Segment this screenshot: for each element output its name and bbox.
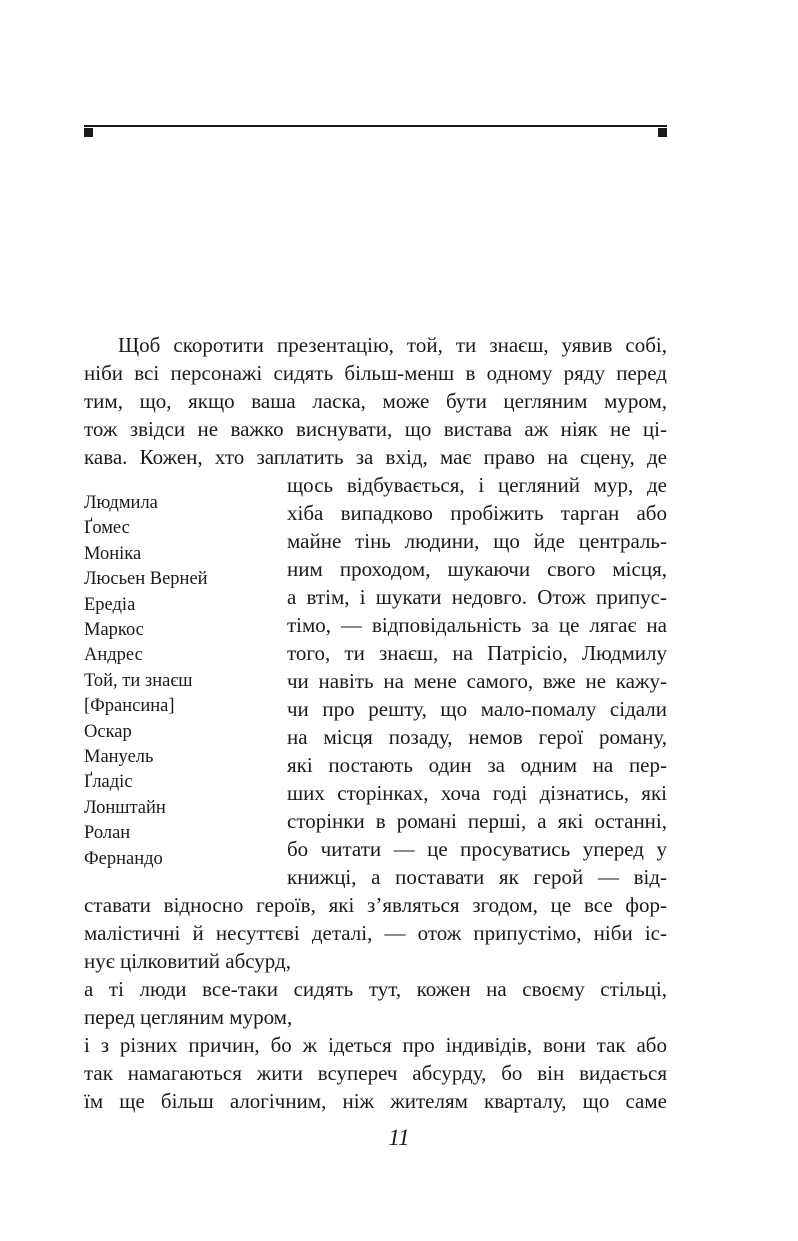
text-line: ставати відносно героїв, які з’являться згодом, це все фор-	[84, 893, 667, 917]
character-name: Лонштайн	[84, 798, 166, 818]
text-line: сторінки в романі перші, а які останні,	[287, 809, 667, 833]
character-name: Фернандо	[84, 849, 163, 869]
text-line: їм ще більш алогічним, ніж жителям кварталу, що саме	[84, 1089, 667, 1113]
text-line: ших сторінках, хоча годі дізнатись, які	[287, 781, 667, 805]
character-name: Андрес	[84, 645, 143, 665]
character-name: Ролан	[84, 823, 131, 843]
text-line: кава. Кожен, хто заплатить за вхід, має право на сцену, де	[84, 445, 667, 469]
character-name: Ґомес	[84, 518, 130, 538]
text-line: так намагаються жити всупереч абсурду, бо він видається	[84, 1061, 667, 1085]
text-line: які постають один за одним на пер-	[287, 753, 667, 777]
text-line: малістичні й несуттєві деталі, — отож припустімо, ніби іс-	[84, 921, 667, 945]
text-line: Щоб скоротити презентацію, той, ти знаєш, уявив собі,	[118, 333, 667, 357]
text-line: бо читати — це просуватись уперед у	[287, 837, 667, 861]
text-line: на місця позаду, немов герої роману,	[287, 725, 667, 749]
text-line: ніби всі персонажі сидять більш-менш в одному ряду перед	[84, 361, 667, 385]
character-name: Люсьен Верней	[84, 569, 208, 589]
text-line: книжці, а поставати як герой — від-	[287, 865, 667, 889]
header-square-right	[658, 128, 667, 137]
character-name: [Франсина]	[84, 696, 175, 716]
header-square-left	[84, 128, 93, 137]
text-line: чи навіть на мене самого, вже не кажу-	[287, 669, 667, 693]
text-line: перед цегляним муром,	[84, 1005, 293, 1029]
text-line: хіба випадково пробіжить тарган або	[287, 501, 667, 525]
text-line: і з різних причин, бо ж ідеться про індивідів, вони так або	[84, 1033, 667, 1057]
text-line: а втім, і шукати недовго. Отож припус-	[287, 585, 667, 609]
character-name: Оскар	[84, 722, 132, 742]
text-line: а ті люди все-таки сидять тут, кожен на своєму стільці,	[84, 977, 667, 1001]
text-line: ним проходом, шукаючи свого місця,	[287, 557, 667, 581]
header-rule	[84, 125, 667, 127]
character-name: Людмила	[84, 493, 158, 513]
page-number: 11	[388, 1125, 410, 1150]
text-line: майне тінь людини, що йде централь-	[287, 529, 667, 553]
text-line: чи про решту, що мало-помалу сідали	[287, 697, 667, 721]
character-name: Маркос	[84, 620, 144, 640]
text-line: щось відбувається, і цегляний мур, де	[287, 473, 667, 497]
character-name: Той, ти знаєш	[84, 671, 193, 691]
text-line: нує цілковитий абсурд,	[84, 949, 291, 973]
character-name: Мануель	[84, 747, 154, 767]
character-name: Ередіа	[84, 595, 136, 615]
character-name: Ґладіс	[84, 772, 133, 792]
text-line: того, ти знаєш, на Патрісіо, Людмилу	[287, 641, 667, 665]
text-line: тим, що, якщо ваша ласка, може бути цегляним муром,	[84, 389, 667, 413]
text-line: тож звідси не важко виснувати, що вистава аж ніяк не ці-	[84, 417, 667, 441]
character-name: Моніка	[84, 544, 142, 564]
text-line: тімо, — відповідальність за це лягає на	[287, 613, 667, 637]
